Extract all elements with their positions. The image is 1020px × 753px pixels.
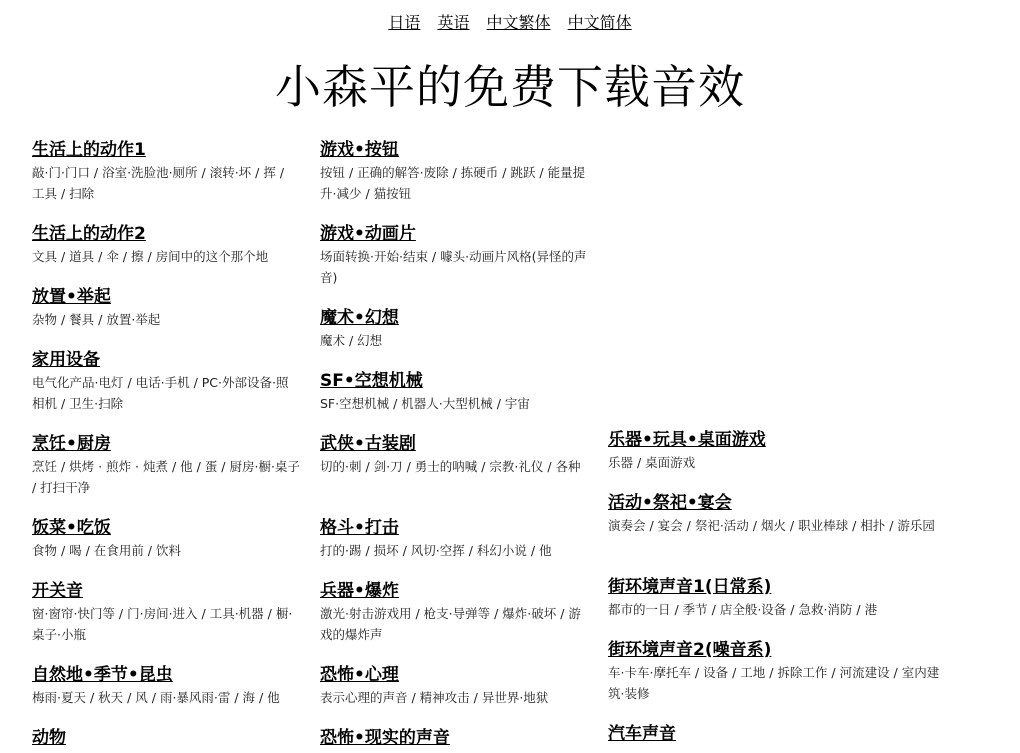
category-subtopics: 电气化产品·电灯 / 电话·手机 / PC·外部设备·照相机 / 卫生·扫除 xyxy=(32,375,289,411)
category-item xyxy=(320,726,588,750)
category-item xyxy=(32,432,300,516)
category-item xyxy=(608,722,948,746)
category-subtopics: 激光·射击游戏用 / 枪支·导弹等 / 爆炸·破坏 / 游戏的爆炸声 xyxy=(320,606,581,642)
category-link[interactable]: 放置•举起 xyxy=(32,287,111,307)
category-item xyxy=(320,516,588,579)
category-item xyxy=(320,222,588,306)
category-item xyxy=(32,579,300,663)
category-link[interactable]: 生活上的动作1 xyxy=(32,140,146,160)
category-subtopics: 打的·踢 / 损坏 / 风切·空挥 / 科幻小说 / 他 xyxy=(320,543,552,558)
category-item xyxy=(32,138,300,222)
category-item xyxy=(32,726,300,750)
category-link[interactable]: SF•空想机械 xyxy=(320,371,423,391)
category-item xyxy=(320,369,588,432)
category-link[interactable]: 家用设备 xyxy=(32,350,100,370)
category-item xyxy=(320,579,588,663)
language-nav xyxy=(0,12,1020,34)
category-column-3 xyxy=(608,428,948,746)
category-link[interactable]: 开关音 xyxy=(32,581,83,601)
category-subtopics: 乐器 / 桌面游戏 xyxy=(608,455,696,470)
category-subtopics: 切的·刺 / 剑·刀 / 勇士的呐喊 / 宗教·礼仪 / 各种 xyxy=(320,459,581,474)
lang-link-japanese[interactable]: 日语 xyxy=(388,13,421,32)
category-link[interactable]: 汽车声音 xyxy=(608,724,676,744)
category-link[interactable]: 饭菜•吃饭 xyxy=(32,518,111,538)
category-link[interactable]: 街环境声音1(日常系) xyxy=(608,577,772,597)
lang-link-english[interactable]: 英语 xyxy=(437,13,470,32)
category-subtopics: 都市的一日 / 季节 / 店全般·设备 / 急救·消防 / 港 xyxy=(608,602,878,617)
category-subtopics: 车·卡车·摩托车 / 设备 / 工地 / 拆除工作 / 河流建设 / 室内建筑·装修 xyxy=(608,665,940,701)
category-subtopics: 敲·门·门口 / 浴室·洗脸池·厕所 / 滚转·坏 / 挥 / 工具 / 扫除 xyxy=(32,165,285,201)
category-item xyxy=(608,638,948,722)
category-item xyxy=(320,432,588,516)
category-link[interactable]: 自然地•季节•昆虫 xyxy=(32,665,173,685)
category-link[interactable]: 恐怖•心理 xyxy=(320,665,399,685)
category-subtopics: 烹饪 / 烘烤 · 煎炸 · 炖煮 / 他 / 蛋 / 厨房·橱·桌子 / 打扫干净 xyxy=(32,459,300,495)
category-item xyxy=(608,575,948,638)
category-item xyxy=(32,222,300,285)
category-item xyxy=(32,516,300,579)
category-subtopics: 梅雨·夏天 / 秋天 / 风 / 雨·暴风雨·雷 / 海 / 他 xyxy=(32,690,280,705)
category-subtopics: 文具 / 道具 / 伞 / 擦 / 房间中的这个那个地 xyxy=(32,249,269,264)
category-subtopics: 场面转换·开始·结束 / 噱头·动画片风格(异怪的声音) xyxy=(320,249,587,285)
category-item xyxy=(608,428,948,491)
category-subtopics: 魔术 / 幻想 xyxy=(320,333,383,348)
category-item xyxy=(320,663,588,726)
category-link[interactable]: 生活上的动作2 xyxy=(32,224,146,244)
category-link[interactable]: 街环境声音2(噪音系) xyxy=(608,640,772,660)
category-link[interactable]: 武侠•古装剧 xyxy=(320,434,416,454)
category-link[interactable]: 恐怖•现实的声音 xyxy=(320,728,450,748)
category-subtopics: SF·空想机械 / 机器人·大型机械 / 宇宙 xyxy=(320,396,530,411)
category-link[interactable]: 动物 xyxy=(32,728,66,748)
category-column-1 xyxy=(32,138,300,750)
lang-link-simplified-chinese[interactable]: 中文简体 xyxy=(567,13,632,32)
category-link[interactable]: 兵器•爆炸 xyxy=(320,581,399,601)
category-link[interactable]: 魔术•幻想 xyxy=(320,308,399,328)
category-item xyxy=(320,306,588,369)
category-subtopics: 演奏会 / 宴会 / 祭祀·活动 / 烟火 / 职业棒球 / 相扑 / 游乐园 xyxy=(608,518,935,533)
category-link[interactable]: 游戏•按钮 xyxy=(320,140,399,160)
category-subtopics: 食物 / 喝 / 在食用前 / 饮料 xyxy=(32,543,181,558)
category-link[interactable]: 烹饪•厨房 xyxy=(32,434,111,454)
category-item xyxy=(32,348,300,432)
category-item xyxy=(320,138,588,222)
category-item xyxy=(32,285,300,348)
category-link[interactable]: 活动•祭祀•宴会 xyxy=(608,493,732,513)
category-item xyxy=(32,663,300,726)
lang-link-traditional-chinese[interactable]: 中文繁体 xyxy=(486,13,551,32)
category-subtopics: 表示心理的声音 / 精神攻击 / 异世界·地狱 xyxy=(320,690,549,705)
category-item xyxy=(608,491,948,575)
category-link[interactable]: 游戏•动画片 xyxy=(320,224,416,244)
category-link[interactable]: 乐器•玩具•桌面游戏 xyxy=(608,430,766,450)
category-subtopics: 按钮 / 正确的解答·废除 / 拣硬币 / 跳跃 / 能量提升·减少 / 猫按钮 xyxy=(320,165,586,201)
page-title: 小森平的免费下载音效 xyxy=(275,60,745,114)
category-column-2 xyxy=(320,138,588,750)
category-subtopics: 杂物 / 餐具 / 放置·举起 xyxy=(32,312,161,327)
category-subtopics: 窗·窗帘·快门等 / 门·房间·进入 / 工具·机器 / 橱·桌子·小瓶 xyxy=(32,606,293,642)
category-link[interactable]: 格斗•打击 xyxy=(320,518,399,538)
